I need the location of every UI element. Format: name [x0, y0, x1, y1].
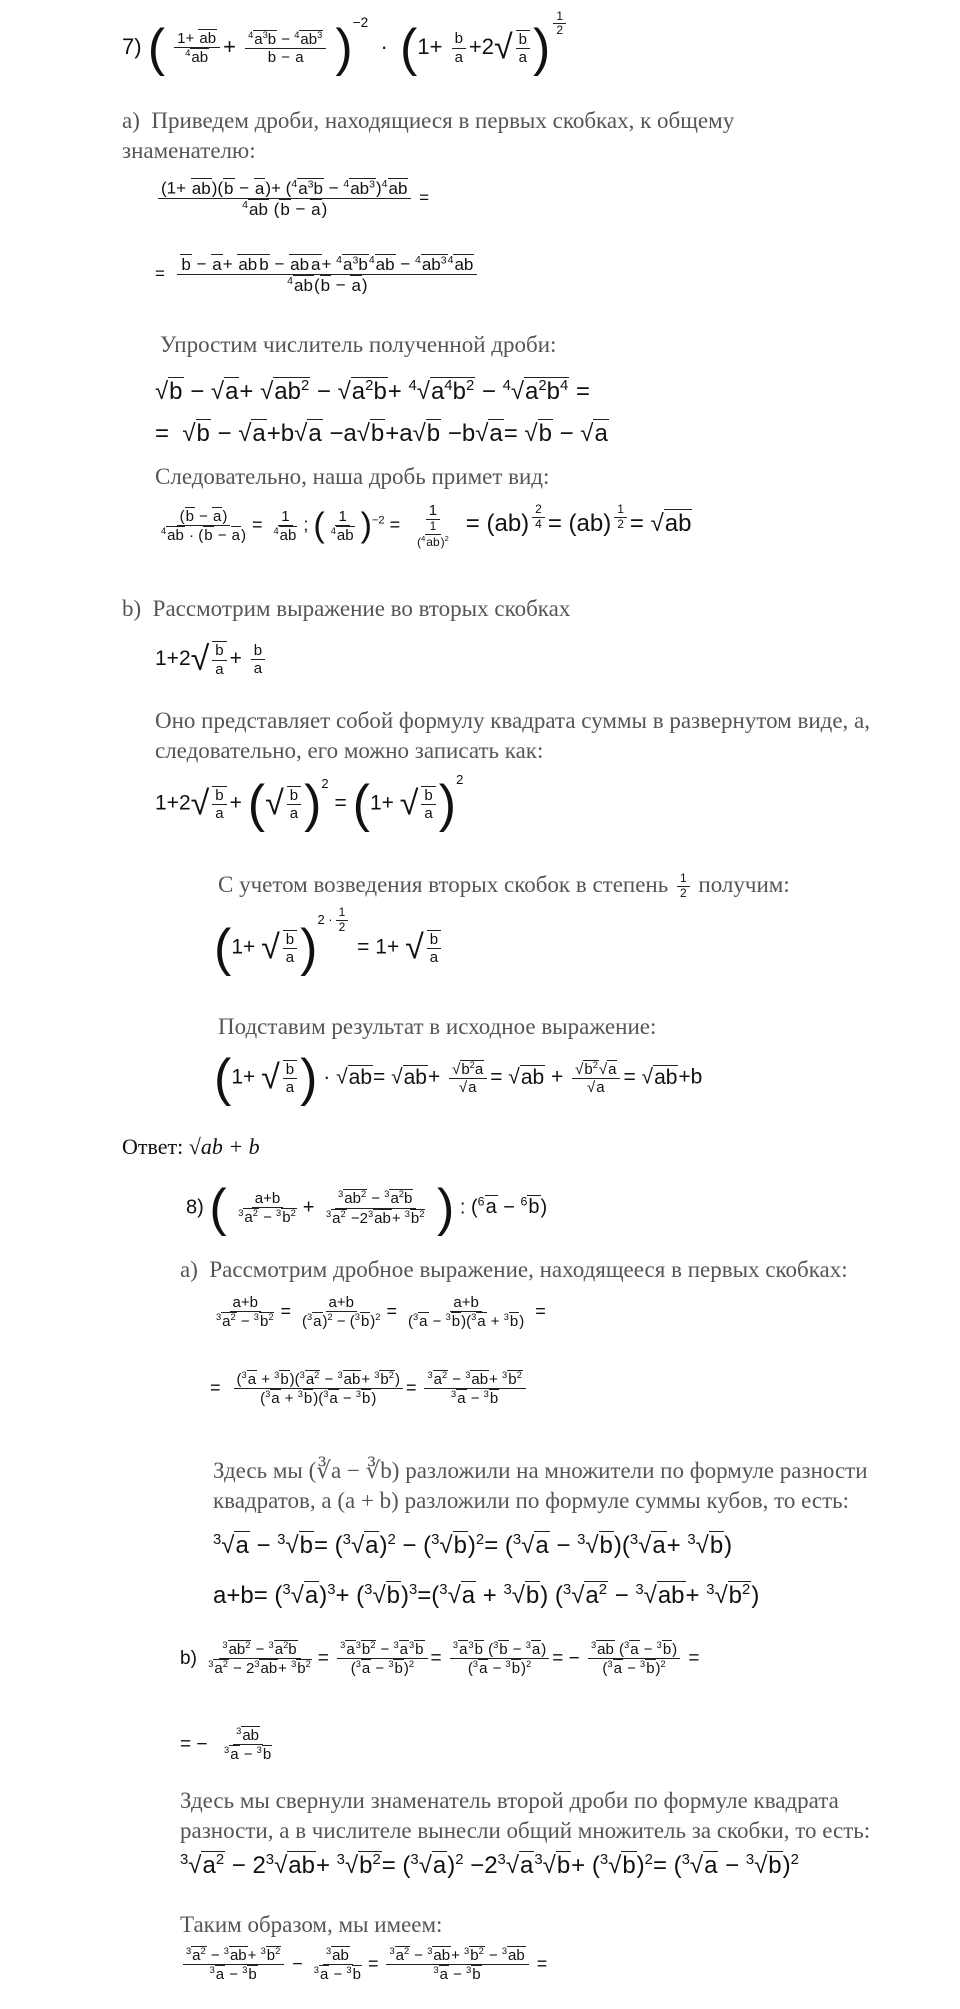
p7-b-expression: 1+2√ $\frac{b}{a}$ + $\frac{b}{a}$ [155, 640, 268, 679]
p8-square-diff: $^3√a^2 - 2^3√ab+ ^3√b^2= (^3√a)^2 -2^3√a^3√b+ (^3√b)^2= (^3√a - ^3√b)^2$ [180, 1852, 799, 1879]
problem-7-expression: 7) ( $\frac{1+ ab}{^4ab}$ + $\frac{^4a^3b - ^4ab^3}{b - a}$ )$^{-2}$ · (1+ $\frac{b}{a}$ +2√ $\frac{b}{a}$ ) $^{\frac{1}{2}}$ [122, 22, 569, 74]
p7-fraction-1: $\frac{(1+ ab)(b - a)+ (^4a^3b - ^4ab^3)^4ab}{^4ab (b - a)}$ = [155, 178, 429, 219]
p7-result-chain: $\frac{(b - a)}{^4ab \cdot (b - a)}$ = $\frac{1}{^4ab}$ ; ( $\frac{1}{^4ab}$ )$^{-2}$ = $\frac{1}{\frac{1}{(^4ab)^2}}$ = (ab) $^{\frac{2}{4}}$ = (ab) $^{\frac{1}{2}}$ = √ab [161, 502, 692, 550]
p8-explain2-text: Здесь мы свернули знаменатель второй дроби по формуле квадрата разности, а в числителе вынесли общий множитель за скобки, то есть: [180, 1788, 871, 1843]
p8-explain-text: Здесь мы (∛a − ∛b) разложили на множители по формуле разности квадратов, а (a + b) разложили по формуле суммы кубов, то есть: [213, 1458, 868, 1513]
p7-b-text: b) Рассмотрим выражение во вторых скобках [122, 596, 571, 621]
p8-b-label: b) [180, 1647, 197, 1669]
p7-a-text: a) Приведем дроби, находящиеся в первых скобках, к общему знаменателю: [122, 108, 735, 163]
p8-a-text: a) Рассмотрим дробное выражение, находящееся в первых скобках: [180, 1257, 848, 1282]
p8-b-line-1: b) $\frac{^3ab^2 - ^3a^2b}{^3a^2 - 2^3ab+ ^3b^2}$ = $\frac{^3a^3b^2 - ^3a^3b}{(^3a - ^3b)^2}$ = $\frac{^3a^3b (^3b - ^3a)}{(^3a - ^3b)^2}$ = − $\frac{^3ab (^3a - ^3b)}{(^3a - ^3b)^2}$ = [180, 1640, 700, 1678]
p7-fraction-2: = b − a+ ab b − ab $a+ ^4a^3b^4ab - ^4ab^{34}ab$ $^4$ab(b − a) [155, 254, 480, 295]
p7-b-square-formula: 1+2√ $\frac{b}{a}$ + (√ $\frac{b}{a}$ )$^2$ = (1+ √ $\frac{b}{a}$ )$^2$ [155, 771, 464, 833]
problem-8-number: 8) [186, 1196, 204, 1219]
problem-8-expression: 8) ( $\frac{a+b}{^3a^2 - ^3b^2}$ + $\frac{^3ab^2 - ^3a^2b}{^3a^2 -2^3ab+ ^3b^2}$ ) : ($^6$a − $^6$b) [186, 1179, 548, 1237]
p7-power-formula: (1+ √ $\frac{b}{a}$ )$^{2 \cdot \frac{1}{2}}$ = 1+ √ $\frac{b}{a}$ [214, 922, 444, 974]
p8-a-line-2: = $\frac{(^3a + ^3b)(^3a^2 - ^3ab+ ^3b^2)}{(^3a + ^3b)(^3a - ^3b)}$ = $\frac{^3a^2 - ^3ab+ ^3b^2}{^3a - ^3b}$ [210, 1370, 529, 1408]
p7-substitute-formula: (1+ √ $\frac{b}{a}$ ) · √ab= √ab+ $\frac{√b^2a}{√a}$ = √ab + $\frac{√b^2√a}{√a}$ = √ab+b [214, 1049, 703, 1107]
p7-numerator-line-1: $√b - √a+ √ab^2 - √a^2b+ ^4√a^4b^2 - ^4√a^2b^4$ = [155, 378, 590, 405]
problem-7-number: 7) [122, 33, 142, 59]
p8-sum-cubes: $a+b= (^3√a)^3+ (^3√b)^3=(^3√a + ^3√b) (^3√a^2 - ^3√ab+ ^3√b^2)$ [213, 1582, 760, 1609]
p8-thus-text: Таким образом, мы имеем: [180, 1912, 443, 1937]
p8-final-line: $\frac{^3a^2 - ^3ab+ ^3b^2}{^3a - ^3b}$ − $\frac{^3ab}{^3a - ^3b}$ = $\frac{^3a^2 - ^3ab+ ^3b^2 - ^3ab}{^3a - ^3b}$ = [180, 1946, 547, 1984]
p8-b-line-2: = − $\frac{^3ab}{^3a - ^3b}$ [180, 1726, 272, 1764]
p7-numerator-line-2: = √b − √a+b√a −a√b+a√b −b√a= √b − √a [155, 420, 608, 447]
p7-answer: Ответ: √ab + b [122, 1134, 260, 1159]
p8-diff-squares: $^3√a - ^3√b= (^3√a)^2 - (^3√b)^2= (^3√a - ^3√b)(^3√a+ ^3√b)$ [213, 1532, 733, 1559]
p7-consequently-text: Следовательно, наша дробь примет вид: [155, 464, 550, 489]
p7-simplify-text: Упростим числитель полученной дроби: [160, 332, 557, 357]
p7-power-text: С учетом возведения вторых скобок в степень $\frac{1}{2}$ получим: [218, 871, 790, 901]
p8-a-line-1: $\frac{a+b}{^3a^2 - ^3b^2}$ = $\frac{a+b}{(^3a)^2 - (^3b)^2}$ = $\frac{a+b}{(^3a - ^3b)(^3a + ^3b)}$ = [216, 1294, 546, 1331]
p7-substitute-text: Подставим результат в исходное выражение: [218, 1014, 657, 1039]
p7-b-text2: Оно представляет собой формулу квадрата суммы в развернутом виде, а, следовательно, его можно записать как: [155, 708, 871, 763]
